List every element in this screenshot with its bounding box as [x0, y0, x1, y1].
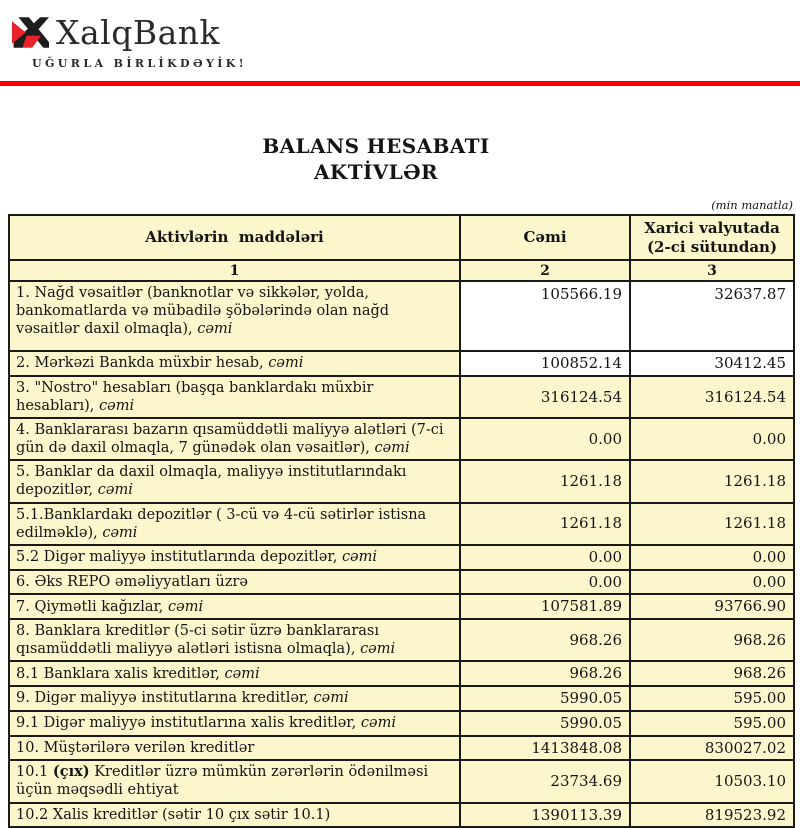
table-row: [9, 460, 794, 502]
row-foreign-currency-value: 595.00: [630, 711, 794, 736]
brand-name: XalqBank: [56, 13, 221, 52]
row-label: [9, 661, 460, 686]
table-row: [9, 418, 794, 460]
row-label: [9, 686, 460, 711]
table-row: [9, 619, 794, 661]
row-label-part: cəmi: [102, 524, 138, 541]
row-foreign-currency-value: 10503.10: [630, 760, 794, 802]
red-divider: [0, 81, 800, 86]
table-row: [9, 351, 794, 376]
row-foreign-currency-value: 30412.45: [630, 351, 794, 376]
row-foreign-currency-value: 0.00: [630, 545, 794, 570]
row-total-value: 100852.14: [460, 351, 630, 376]
row-label-part: 9.1 Digər maliyyə institutlarına xalis kreditlər,: [16, 715, 361, 732]
xalqbank-logo-icon: [12, 15, 49, 50]
row-label-part: 6. Əks REPO əməliyyatları üzrə: [16, 573, 248, 590]
table-row: [9, 376, 794, 418]
row-label-part: cəmi: [360, 641, 396, 658]
row-label-part: cəmi: [197, 321, 233, 338]
table-row: [9, 570, 794, 595]
row-total-value: 1413848.08: [460, 736, 630, 761]
row-total-value: 107581.89: [460, 594, 630, 619]
row-label-part: 4. Banklararası bazarın qısamüddətli maliyyə alətləri (7-ci gün də daxil olmaqla, 7 günədək olan vəsaitlər),: [16, 422, 444, 457]
column-number-1: 1: [9, 260, 460, 281]
row-total-value: 23734.69: [460, 760, 630, 802]
col-header-foreign: [630, 215, 794, 260]
row-label-part: 8. Banklara kreditlər (5-ci sətir üzrə banklararası qısamüddətli maliyyə alətləri istisna olmaqla),: [16, 623, 379, 658]
row-total-value: 1390113.39: [460, 803, 630, 828]
row-total-value: 1261.18: [460, 503, 630, 545]
row-foreign-currency-value: 968.26: [630, 661, 794, 686]
row-label-part: 5. Banklar da daxil olmaqla, maliyyə institutlarındakı depozitlər,: [16, 464, 407, 499]
row-label-part: cəmi: [168, 598, 204, 615]
unit-note: (min manatla): [711, 198, 793, 212]
table-row: [9, 736, 794, 761]
column-number-row: [9, 260, 794, 281]
table-row: [9, 661, 794, 686]
row-label-part: Kreditlər üzrə mümkün zərərlərin ödənilməsi üçün məqsədli ehtiyat: [16, 764, 429, 799]
row-label-part: 10. Müştərilərə verilən kreditlər: [16, 739, 255, 756]
balance-table-body: [9, 281, 794, 827]
row-label-part: 1. Nağd vəsaitlər (banknotlar və sikkələr, yolda, bankomatlarda və mübadilə şöbələrində olan nağd vəsaitlər daxil olmaqla),: [16, 285, 390, 338]
row-foreign-currency-value: 316124.54: [630, 376, 794, 418]
row-label-part: cəmi: [374, 440, 410, 457]
table-row: [9, 503, 794, 545]
row-label: [9, 760, 460, 802]
row-total-value: 5990.05: [460, 686, 630, 711]
row-foreign-currency-value: 595.00: [630, 686, 794, 711]
row-label: [9, 570, 460, 595]
row-foreign-currency-value: 968.26: [630, 619, 794, 661]
brand-header: [0, 0, 800, 70]
table-row: [9, 545, 794, 570]
row-label: [9, 545, 460, 570]
row-foreign-currency-value: 0.00: [630, 570, 794, 595]
column-number-3: 3: [630, 260, 794, 281]
row-label: [9, 711, 460, 736]
row-total-value: 5990.05: [460, 711, 630, 736]
row-label: [9, 594, 460, 619]
table-row: [9, 803, 794, 828]
table-row: [9, 711, 794, 736]
table-row: [9, 594, 794, 619]
row-label-part: 7. Qiymətli kağızlar,: [16, 598, 169, 615]
row-label-part: cəmi: [224, 665, 260, 682]
row-label: [9, 376, 460, 418]
table-row: [9, 760, 794, 802]
row-foreign-currency-value: 1261.18: [630, 460, 794, 502]
row-foreign-currency-value: 1261.18: [630, 503, 794, 545]
row-label: [9, 418, 460, 460]
col-header-foreign-line1: Xarici valyutada: [644, 218, 780, 237]
row-label-part: 5.1.Banklardakı depozitlər ( 3-cü və 4-cü sətirlər istisna edilməklə),: [16, 506, 427, 541]
row-total-value: 1261.18: [460, 460, 630, 502]
balance-table: [8, 214, 795, 828]
report-title: [0, 133, 752, 185]
col-header-items: Aktivlərin maddələri: [9, 215, 460, 260]
row-label-part: cəmi: [268, 355, 304, 372]
column-number-2: 2: [460, 260, 630, 281]
row-label: [9, 803, 460, 828]
row-label: [9, 351, 460, 376]
row-label: [9, 460, 460, 502]
brand-tagline: UĞURLA BİRLİKDƏYİK!: [32, 57, 247, 70]
row-label: [9, 281, 460, 351]
row-label: [9, 619, 460, 661]
row-total-value: 0.00: [460, 545, 630, 570]
row-label-part: 9. Digər maliyyə institutlarına kreditlər,: [16, 690, 314, 707]
row-foreign-currency-value: 819523.92: [630, 803, 794, 828]
table-row: [9, 686, 794, 711]
row-total-value: 968.26: [460, 661, 630, 686]
row-total-value: 0.00: [460, 570, 630, 595]
row-label: [9, 503, 460, 545]
row-label: [9, 736, 460, 761]
col-header-foreign-line2: (2-ci sütundan): [646, 237, 778, 256]
row-label-part: cəmi: [341, 549, 378, 566]
row-foreign-currency-value: 93766.90: [630, 594, 794, 619]
row-label-part: cəmi: [313, 690, 349, 707]
row-label-part: 5.2 Digər maliyyə institutlarında depozitlər,: [16, 549, 342, 566]
row-label-part: (çıx): [52, 763, 90, 781]
row-label-part: 10.1: [16, 764, 53, 781]
row-total-value: 316124.54: [460, 376, 630, 418]
row-label-part: 10.2 Xalis kreditlər (sətir 10 çıx sətir 10.1): [16, 806, 331, 823]
logo-row: [12, 15, 800, 50]
row-foreign-currency-value: 0.00: [630, 418, 794, 460]
report-title-line2: AKTİVLƏR: [314, 160, 438, 184]
row-foreign-currency-value: 32637.87: [630, 281, 794, 351]
row-label-part: 2. Mərkəzi Bankda müxbir hesab,: [16, 355, 269, 372]
row-label-part: cəmi: [97, 482, 133, 499]
row-total-value: 105566.19: [460, 281, 630, 351]
report-title-line1: BALANS HESABATI: [262, 134, 490, 158]
row-foreign-currency-value: 830027.02: [630, 736, 794, 761]
row-label-part: 3. "Nostro" hesabları (başqa banklardakı müxbir hesabları),: [16, 379, 374, 414]
row-label-part: 8.1 Banklara xalis kreditlər,: [16, 665, 225, 682]
row-total-value: 0.00: [460, 418, 630, 460]
table-header-row: [9, 215, 794, 260]
row-label-part: cəmi: [360, 715, 396, 732]
row-total-value: 968.26: [460, 619, 630, 661]
col-header-total: Cəmi: [460, 215, 630, 260]
table-row: [9, 281, 794, 351]
row-label-part: cəmi: [99, 397, 135, 414]
